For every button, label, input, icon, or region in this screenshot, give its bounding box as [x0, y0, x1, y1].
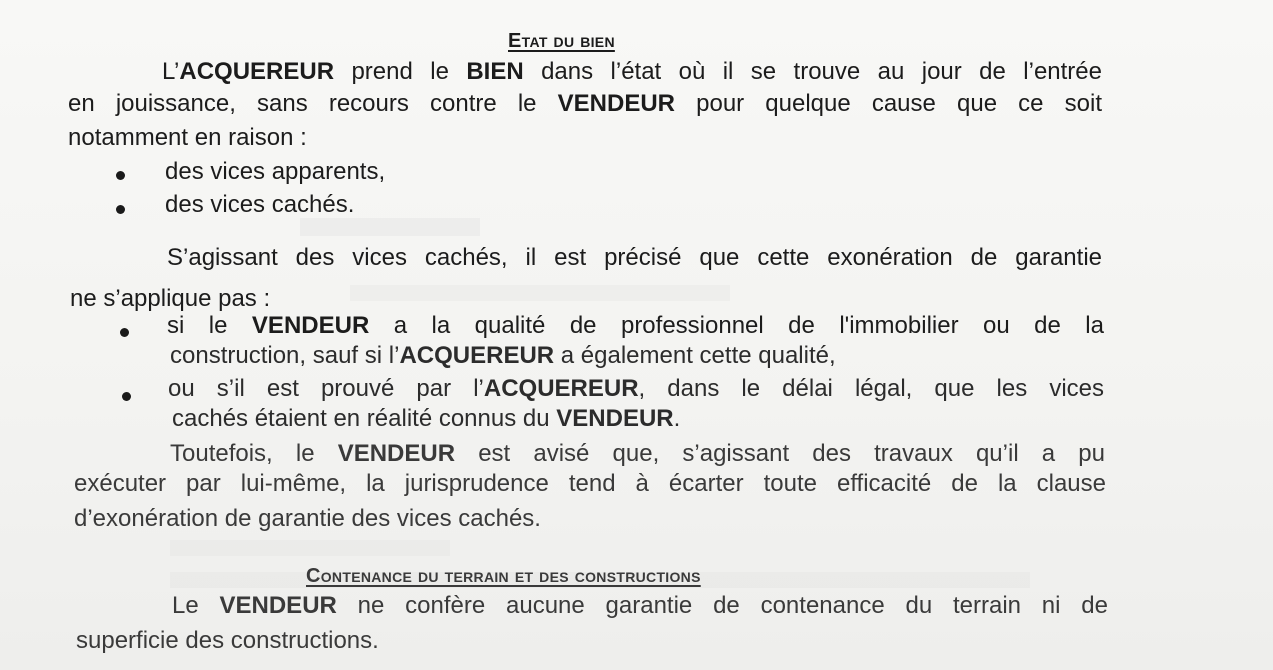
paragraph-line: S’agissant des vices cachés, il est précisé que cette exonération de garantie	[167, 244, 1102, 271]
paragraph-line: ne s’applique pas :	[70, 285, 271, 312]
list-item: si le VENDEUR a la qualité de professionnel de l'immobilier ou de la	[167, 312, 1104, 339]
bleed-through-shadow	[300, 218, 480, 236]
list-item-continuation: construction, sauf si l’ACQUEREUR a également cette qualité,	[170, 342, 836, 369]
list-item: ou s’il est prouvé par l’ACQUEREUR, dans le délai légal, que les vices	[168, 375, 1104, 402]
paragraph-line: superficie des constructions.	[76, 627, 379, 654]
paragraph-line: Le VENDEUR ne confère aucune garantie de contenance du terrain ni de	[172, 592, 1108, 619]
list-item: des vices apparents,	[165, 158, 386, 185]
bleed-through-shadow	[350, 285, 730, 301]
list-item-continuation: cachés étaient en réalité connus du VENDEUR.	[172, 405, 681, 432]
paragraph-line: Toutefois, le VENDEUR est avisé que, s’agissant des travaux qu’il a pu	[170, 440, 1105, 467]
paragraph-line: notamment en raison :	[68, 124, 307, 151]
bullet-icon	[122, 392, 131, 401]
paragraph-line: L’ACQUEREUR prend le BIEN dans l’état où il se trouve au jour de l’entrée	[162, 58, 1102, 85]
section-heading-etat-du-bien: Etat du bien	[508, 30, 615, 52]
bullet-icon	[116, 205, 125, 214]
list-item: des vices cachés.	[165, 191, 355, 218]
bullet-icon	[120, 328, 129, 337]
paragraph-line: exécuter par lui-même, la jurisprudence tend à écarter toute efficacité de la clause	[74, 470, 1106, 497]
paragraph-line: en jouissance, sans recours contre le VENDEUR pour quelque cause que ce soit	[68, 90, 1102, 117]
section-heading-contenance: Contenance du terrain et des constructions	[306, 565, 701, 587]
bleed-through-shadow	[170, 540, 450, 556]
paragraph-line: d’exonération de garantie des vices cachés.	[74, 505, 541, 532]
bullet-icon	[116, 171, 125, 180]
